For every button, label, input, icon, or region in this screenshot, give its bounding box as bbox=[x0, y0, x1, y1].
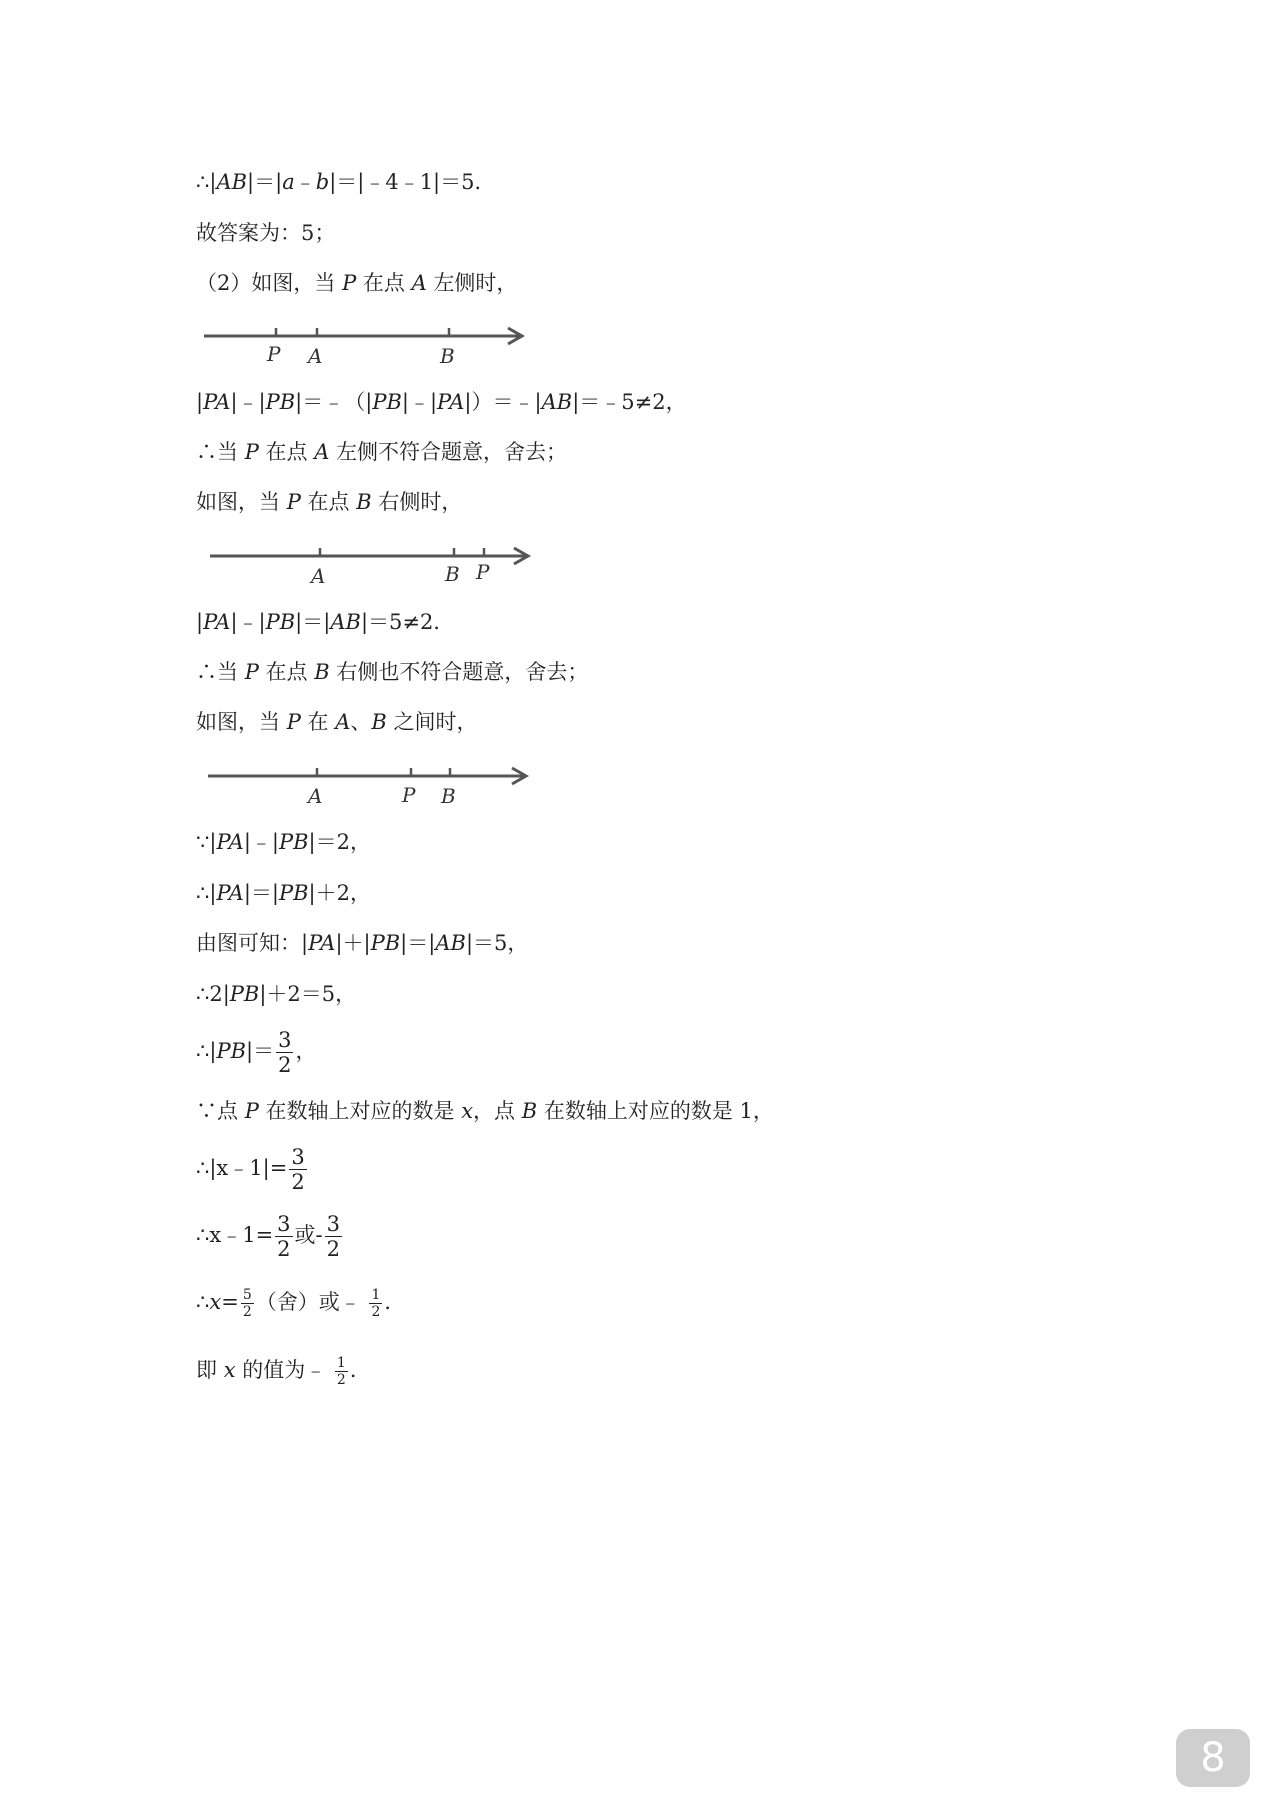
solution-line-4: |PA|﹣|PB|＝﹣（|PB|﹣|PA|）＝﹣|AB|＝﹣5≠2， bbox=[196, 390, 687, 414]
solution-line-13: ∴2|PB|＋2＝5， bbox=[196, 982, 357, 1006]
point-label-a: A bbox=[311, 564, 326, 588]
solution-line-8: ∴当 P 在点 B 右侧也不符合题意，舍去； bbox=[196, 660, 589, 684]
fraction: $\frac{3}{2}$ bbox=[277, 1212, 291, 1261]
solution-line-6: 如图，当 P 在点 B 右侧时， bbox=[196, 490, 463, 514]
fraction: $\frac{5}{2}$ bbox=[242, 1287, 252, 1320]
solution-line-15: ∵点 P 在数轴上对应的数是 x，点 B 在数轴上对应的数是 1， bbox=[196, 1099, 774, 1123]
number-line-3 bbox=[196, 758, 536, 812]
point-label-p: P bbox=[402, 783, 416, 807]
fraction: $\frac{1}{2}$ bbox=[371, 1287, 381, 1320]
point-label-p: P bbox=[476, 560, 490, 584]
point-label-a: A bbox=[308, 344, 323, 368]
point-label-b: B bbox=[445, 562, 460, 586]
solution-line-5: ∴当 P 在点 A 左侧不符合题意，舍去； bbox=[196, 440, 568, 464]
page-number-badge: 8 bbox=[1176, 1729, 1250, 1787]
point-label-b: B bbox=[440, 344, 455, 368]
conclusion-line: 即 x 的值为﹣ $\frac{1}{2}$ ． bbox=[196, 1355, 371, 1388]
solution-line-17: ∴x﹣1= $\frac{3}{2}$ 或- $\frac{3}{2}$ bbox=[196, 1212, 341, 1261]
fraction: $\frac{1}{2}$ bbox=[336, 1355, 346, 1388]
fraction: $\frac{3}{2}$ bbox=[291, 1145, 305, 1194]
fraction: $\frac{3}{2}$ bbox=[278, 1028, 292, 1077]
answer-line: 故答案为：5； bbox=[196, 221, 336, 245]
solution-line-11: ∴|PA|＝|PB|＋2， bbox=[196, 881, 371, 905]
solution-line-1: ∴|AB|＝|a﹣b|＝|﹣4﹣1|＝5． bbox=[196, 170, 496, 194]
solution-line-9: 如图，当 P 在 A、B 之间时， bbox=[196, 710, 478, 734]
point-label-p: P bbox=[267, 342, 281, 366]
part-2-heading: （2）如图，当 P 在点 A 左侧时， bbox=[196, 271, 518, 295]
solution-line-14: ∴|PB|＝ $\frac{3}{2}$ ， bbox=[196, 1028, 317, 1077]
number-line-2 bbox=[196, 538, 536, 592]
solution-line-10: ∵|PA|﹣|PB|＝2， bbox=[196, 830, 371, 854]
number-line-1 bbox=[196, 318, 536, 372]
point-label-b: B bbox=[441, 784, 456, 808]
solution-line-12: 由图可知：|PA|＋|PB|＝|AB|＝5， bbox=[196, 931, 529, 955]
solution-line-7: |PA|﹣|PB|＝|AB|＝5≠2． bbox=[196, 610, 455, 634]
solution-line-16: ∴|x﹣1|= $\frac{3}{2}$ bbox=[196, 1145, 305, 1194]
point-label-a: A bbox=[308, 784, 323, 808]
fraction: $\frac{3}{2}$ bbox=[326, 1212, 341, 1261]
solution-line-18: ∴x= $\frac{5}{2}$ （舍）或﹣ $\frac{1}{2}$ ． bbox=[196, 1287, 406, 1320]
